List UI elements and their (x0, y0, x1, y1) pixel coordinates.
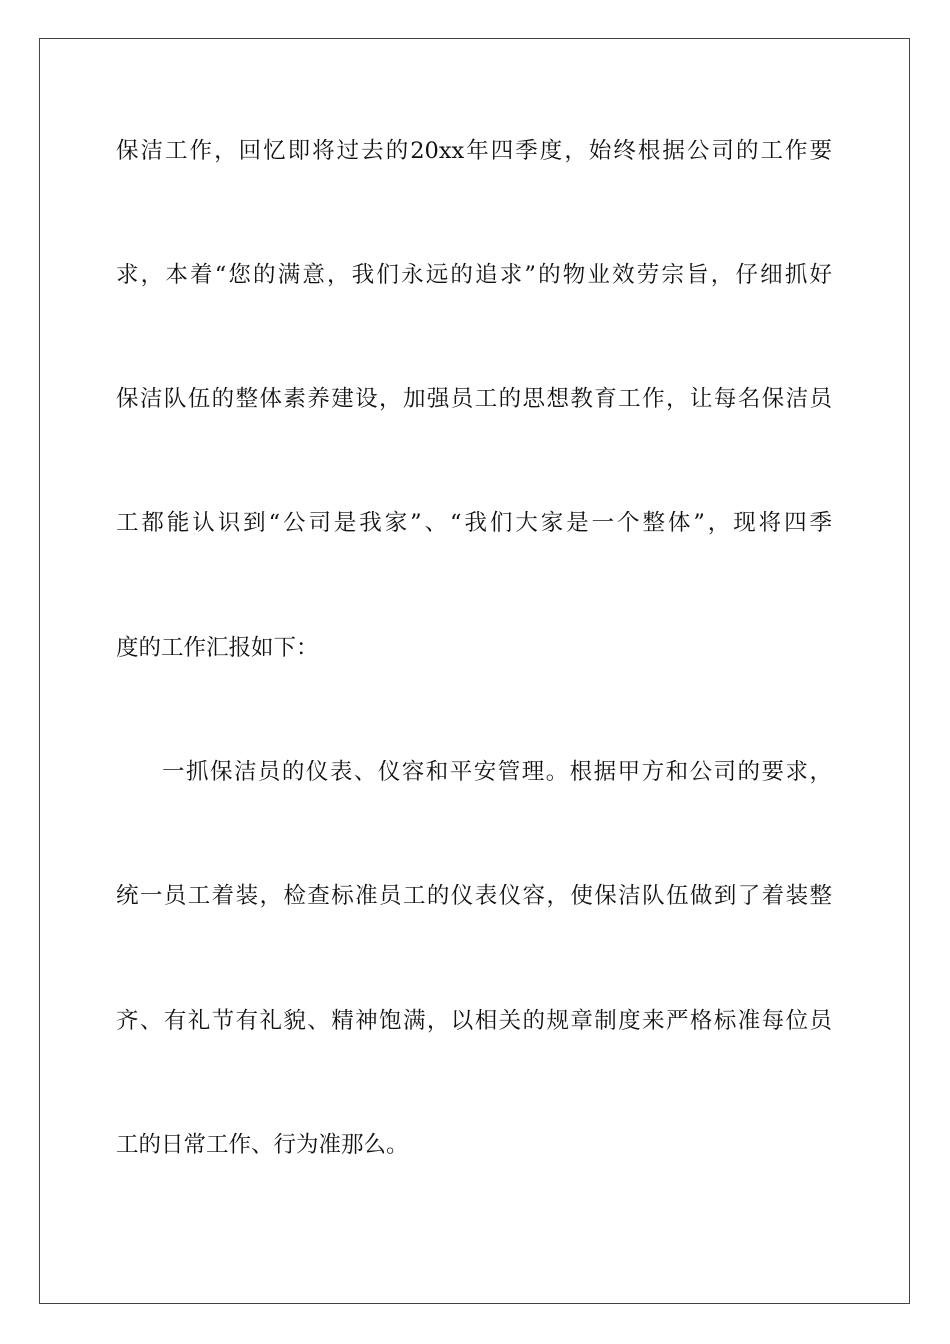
paragraph-line: 求，本着“您的满意，我们永远的追求”的物业效劳宗旨，仔细抓好 (116, 262, 832, 288)
paragraph-line: 统一员工着装，检查标准员工的仪表仪容，使保洁队伍做到了着装整 (116, 883, 832, 909)
paragraph-line: 保洁队伍的整体素养建设，加强员工的思想教育工作，让每名保洁员 (116, 386, 832, 412)
paragraph-line: 工的日常工作、行为准那么。 (116, 1132, 409, 1158)
paragraph-line: 齐、有礼节有礼貌、精神饱满，以相关的规章制度来严格标准每位员 (116, 1008, 832, 1034)
paragraph-line: 保洁工作，回忆即将过去的20xx年四季度，始终根据公司的工作要 (116, 138, 832, 164)
paragraph-line: 一抓保洁员的仪表、仪容和平安管理。根据甲方和公司的要求， (162, 759, 832, 785)
page-border (39, 38, 910, 1304)
paragraph-line: 度的工作汇报如下： (116, 635, 319, 661)
paragraph-line: 工都能认识到“公司是我家”、“我们大家是一个整体”，现将四季 (116, 510, 832, 536)
